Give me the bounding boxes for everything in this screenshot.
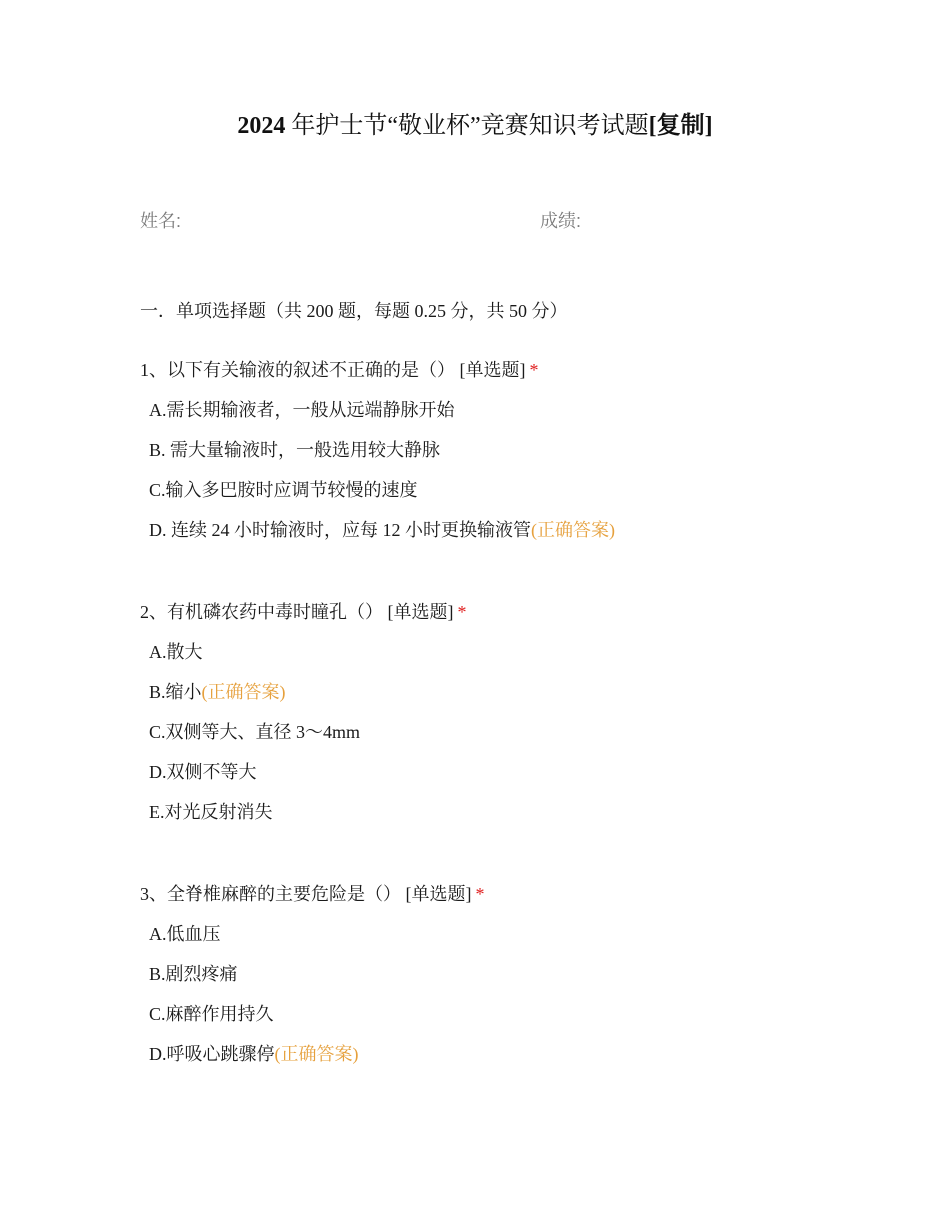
option-text: C.麻醉作用持久 bbox=[149, 1004, 274, 1024]
option-text: A.低血压 bbox=[149, 924, 221, 944]
question-stem bbox=[140, 599, 840, 625]
title-year: 2024 bbox=[237, 113, 286, 139]
question-stem-text: 2、有机磷农药中毒时瞳孔（） [单选题] bbox=[140, 602, 454, 622]
option-text: E.对光反射消失 bbox=[149, 802, 273, 822]
option-b bbox=[140, 961, 840, 1001]
correct-answer-tag: (正确答案) bbox=[531, 520, 615, 540]
option-d bbox=[140, 759, 840, 799]
question-3 bbox=[140, 881, 840, 1081]
name-field-label: 姓名: bbox=[140, 211, 182, 231]
question-stem-text: 1、以下有关输液的叙述不正确的是（） [单选题] bbox=[140, 360, 526, 380]
correct-answer-tag: (正确答案) bbox=[274, 1044, 359, 1064]
option-text: B.剧烈疼痛 bbox=[149, 964, 238, 984]
option-text: B. 需大量输液时，一般选用较大静脉 bbox=[149, 440, 441, 460]
option-b bbox=[140, 679, 840, 719]
question-1 bbox=[140, 357, 840, 557]
option-text: D.呼吸心跳骤停 bbox=[149, 1044, 275, 1064]
option-a bbox=[140, 397, 840, 437]
section-heading: 一．单项选择题（共 200 题，每题 0.25 分，共 50 分） bbox=[140, 301, 568, 321]
option-text: D. 连续 24 小时输液时，应每 12 小时更换输液管 bbox=[149, 520, 531, 540]
question-stem bbox=[140, 357, 840, 383]
score-field-label: 成绩: bbox=[540, 211, 582, 231]
option-text: D.双侧不等大 bbox=[149, 762, 257, 782]
option-a bbox=[140, 639, 840, 679]
option-c bbox=[140, 719, 840, 759]
option-text: C.双侧等大、直径 3～4mm bbox=[149, 722, 361, 742]
option-text: C.输入多巴胺时应调节较慢的速度 bbox=[149, 480, 418, 500]
correct-answer-tag: (正确答案) bbox=[201, 682, 286, 702]
option-c bbox=[140, 1001, 840, 1041]
page-title bbox=[0, 110, 950, 142]
required-star: * bbox=[529, 360, 539, 380]
option-c bbox=[140, 477, 840, 517]
option-d bbox=[140, 1041, 840, 1081]
question-2 bbox=[140, 599, 840, 839]
option-e bbox=[140, 799, 840, 839]
question-stem-text: 3、全脊椎麻醉的主要危险是（） [单选题] bbox=[140, 884, 472, 904]
required-star: * bbox=[457, 602, 467, 622]
title-text: 年护士节“敬业杯”竞赛知识考试题 bbox=[291, 113, 649, 139]
option-text: A.散大 bbox=[149, 642, 203, 662]
option-d bbox=[140, 517, 840, 557]
title-suffix: [复制] bbox=[648, 113, 713, 139]
option-text: A.需长期输液者，一般从远端静脉开始 bbox=[149, 400, 455, 420]
option-text: B.缩小 bbox=[149, 682, 202, 702]
required-star: * bbox=[475, 884, 485, 904]
option-a bbox=[140, 921, 840, 961]
question-stem bbox=[140, 881, 840, 907]
option-b bbox=[140, 437, 840, 477]
